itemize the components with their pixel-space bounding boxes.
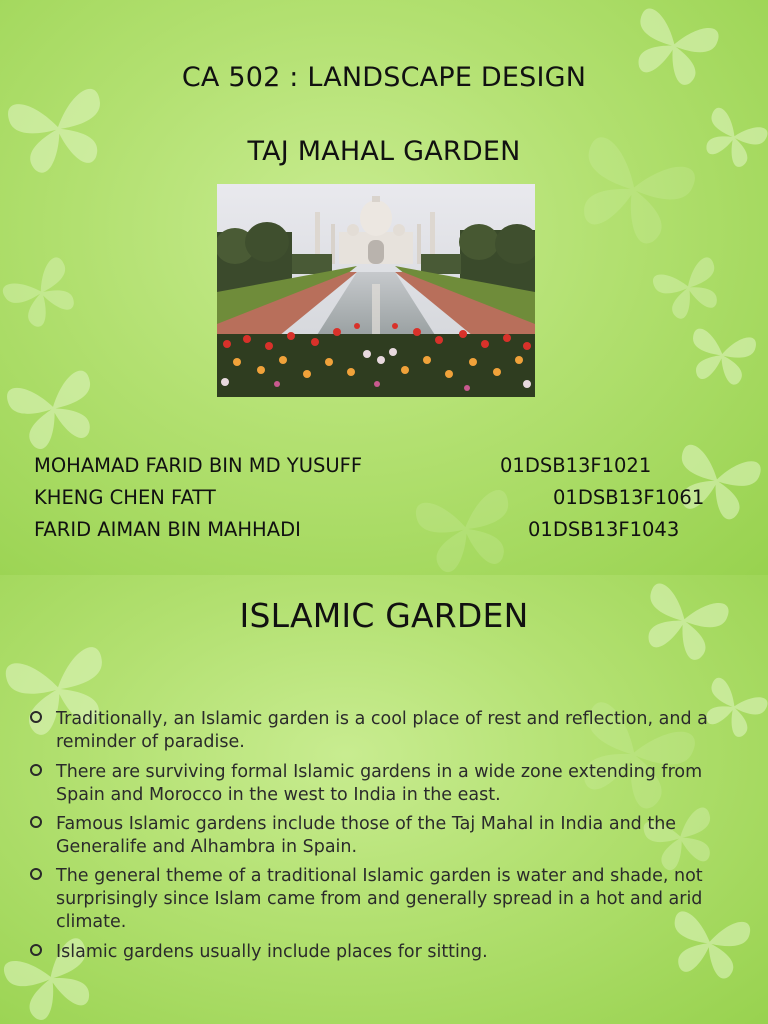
taj-mahal-garden-photo xyxy=(217,184,535,397)
member-id: 01DSB13F1061 xyxy=(553,486,705,509)
bullet-item: Islamic gardens usually include places for sitting. xyxy=(56,942,488,962)
member-name: MOHAMAD FARID BIN MD YUSUFF xyxy=(34,454,363,477)
member-name: FARID AIMAN BIN MAHHADI xyxy=(34,518,301,541)
bullet-item: Famous Islamic gardens include those of the Taj Mahal in India and the Generalife and Alhambra in Spain. xyxy=(56,814,677,857)
bullet-circle-icon xyxy=(30,711,42,723)
course-title: CA 502 : LANDSCAPE DESIGN xyxy=(181,62,587,93)
butterfly-icon xyxy=(0,343,116,467)
member-name: KHENG CHEN FATT xyxy=(34,486,216,509)
slide-title: ISLAMIC GARDEN xyxy=(239,596,529,635)
bullet-circle-icon xyxy=(30,816,42,828)
bullet-item: The general theme of a traditional Islamic garden is water and shade, not surprisingly since Islam came from and generally spread in a hot and arid climate. xyxy=(56,866,703,932)
member-id: 01DSB13F1043 xyxy=(528,518,680,541)
member-id: 01DSB13F1021 xyxy=(500,454,652,477)
bullet-circle-icon xyxy=(30,868,42,880)
bullet-item: There are surviving formal Islamic gardens in a wide zone extending from Spain and Morocco in the west to India in the east. xyxy=(56,762,703,805)
bullet-item: Traditionally, an Islamic garden is a cool place of rest and reflection, and a reminder of paradise. xyxy=(56,709,708,752)
bullet-circle-icon xyxy=(30,764,42,776)
butterfly-icon xyxy=(0,222,102,357)
bullet-circle-icon xyxy=(30,944,42,956)
butterfly-icon xyxy=(674,308,768,397)
slide-title: TAJ MAHAL GARDEN xyxy=(247,136,521,167)
